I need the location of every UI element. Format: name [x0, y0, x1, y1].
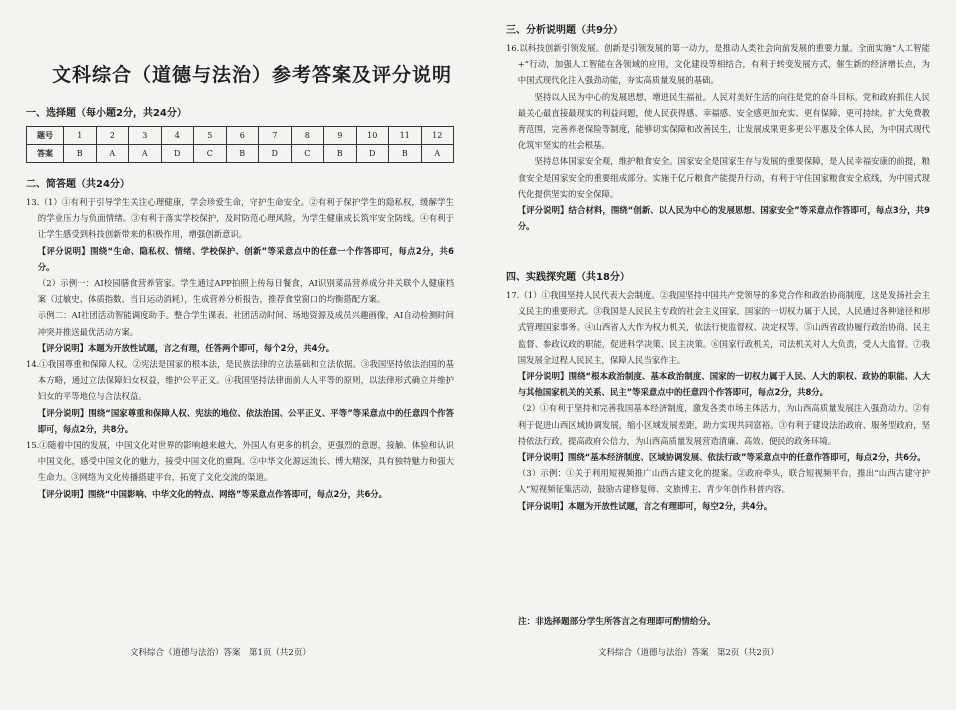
- q16-part-b: 坚持以人民为中心的发展思想，增进民生福祉。人民对美好生活的向往是党的奋斗目标。党和政府抓住人民最关心最直接最现实的利益问题，使人民获得感、幸福感、安全感更加充实、更有保障、更可持续。扩大免费教育范围，完善养老保险等制度，能够切实保障和改善民生，让发展成果更多更公平惠及全体人民，为中国式现代化筑牢坚实的社会根基。: [517, 91, 930, 151]
- table-cell-answer: D: [259, 145, 292, 163]
- table-cell-answer: A: [96, 145, 129, 163]
- table-cell-number: 2: [96, 127, 129, 145]
- table-cell-answer: B: [324, 145, 357, 163]
- q13-note-2: 【评分说明】本题为开放性试题，言之有理，任答两个即可，每个2分，共4分。: [37, 342, 335, 353]
- q17-note-3: 【评分说明】本题为开放性试题，言之有理即可，每空2分，共4分。: [517, 500, 773, 511]
- q13-part1: 13.（1）①有利于引导学生关注心理健康，学会珍爱生命，守护生命安全。②有利于保护学生的隐私权，缓解学生的学业压力与负面情绪。③有利于落实学校保护，及时防范心理风险，为学生健康成长筑牢安全防线。④有利于让学生感受到科技创新带来的积极作用，增强创新意识。: [26, 197, 454, 240]
- q15-note: 【评分说明】围绕“中国影响、中华文化的特点、网络”等采意点作答即可，每点2分，共6分。: [37, 488, 388, 499]
- section-3-heading: 三、分析说明题（共9分）: [506, 25, 623, 36]
- q16-part-a: 16.以科技创新引领发展。创新是引领发展的第一动力，是推动人类社会向前发展的重要力量。全面实施“人工智能+”行动，加强人工智能在各领域的应用，文化建设等相结合，有利于转变发展方式，催生新的经济增长点，为中国式现代化注入强劲动能，夯实高质量发展的基础。: [506, 43, 930, 86]
- section-1-heading: 一、选择题（每小题2分，共24分）: [26, 108, 187, 119]
- page-2-footer: 文科综合（道德与法治）答案 第2页（共2页）: [598, 648, 779, 658]
- q17-note-1: 【评分说明】围绕“根本政治制度、基本政治制度、国家的一切权力属于人民、人大的职权、政协的职能、人大与其他国家机关的关系、民主”等采意点中的任意四个作答即可，每点2分，共8分。: [517, 371, 930, 398]
- table-header-label: 题号: [27, 127, 64, 145]
- section-2-body: [26, 194, 454, 502]
- table-cell-number: 10: [356, 127, 389, 145]
- table-cell-number: 4: [161, 127, 194, 145]
- section-4-heading: 四、实践探究题（共18分）: [506, 272, 630, 283]
- table-cell-answer: B: [389, 145, 422, 163]
- table-cell-answer: B: [64, 145, 97, 163]
- table-row-numbers: [27, 127, 454, 145]
- table-cell-number: 1: [64, 127, 97, 145]
- q17-part3: （3）示例：①关于利用短视频推广山西古建文化的提案。②政府牵头，联合短视频平台，推出“山西古建守护人”短视频征集活动，鼓励古建修复师、文旅博主、青少年创作科普内容。: [517, 468, 930, 495]
- page-1-footer: 文科综合（道德与法治）答案 第1页（共2页）: [130, 648, 311, 658]
- table-cell-number: 3: [129, 127, 162, 145]
- table-cell-answer: A: [129, 145, 162, 163]
- table-cell-answer: A: [421, 145, 454, 163]
- section-2-heading: 二、简答题（共24分）: [26, 179, 130, 190]
- q14-note: 【评分说明】围绕“国家尊重和保障人权、宪法的地位、依法治国、公平正义、平等”等采意点中的任意四个作答即可，每点2分，共8分。: [37, 407, 454, 434]
- table-cell-answer: D: [161, 145, 194, 163]
- page-1: [12, 0, 480, 710]
- table-answer-label: 答案: [27, 145, 64, 163]
- q17-part1: 17.（1）①我国坚持人民代表大会制度。②我国坚持中国共产党领导的多党合作和政治协商制度，这是发扬社会主义民主的重要形式。③我国是人民民主专政的社会主义国家，国家的一切权力属于人民，人民通过各种途径和形式管理国家事务。④山西省人大作为权力机关，依法行使监督权、决定权等。⑤山西省政协履行政治协商、民主监督、参政议政的职能，促进科学决策、民主决策。⑥国家行政机关，司法机关对人大负责，受人大监督。⑦我国发展全过程人民民主，保障人民当家作主。: [506, 290, 930, 365]
- table-cell-number: 8: [291, 127, 324, 145]
- table-cell-answer: C: [291, 145, 324, 163]
- table-cell-answer: D: [356, 145, 389, 163]
- table-cell-number: 12: [421, 127, 454, 145]
- q13-note-1: 【评分说明】围绕“生命、隐私权、情绪、学校保护、创新”等采意点中的任意一个作答即可，每点2分，共6分。: [37, 245, 454, 272]
- table-cell-number: 5: [194, 127, 227, 145]
- table-cell-number: 6: [226, 127, 259, 145]
- q15-answer: 15.①随着中国的发展，中国文化对世界的影响越来越大，外国人有更多的机会，更强烈的意愿，接触、体验和认识中国文化，感受中国文化的魅力，接受中国文化的熏陶。②中华文化源远流长、博大精深，具有独特魅力和强大生命力。③网络为文化传播搭建平台，拓宽了文化交流的渠道。: [26, 440, 454, 483]
- table-cell-number: 9: [324, 127, 357, 145]
- q13-part2: （2）示例一：AI校园膳食营养管家。学生通过APP拍照上传每日餐食，AI识别菜品营养成分并关联个人健康档案（过敏史、体质指数、当日运动消耗），生成营养分析报告，推荐食堂窗口的均衡搭配方案。: [37, 278, 454, 305]
- q17-part2: （2）①有利于坚持和完善我国基本经济制度，激发各类市场主体活力，为山西高质量发展注入强劲动力。②有利于促进山西区域协调发展，缩小区域发展差距，助力实现共同富裕。③有利于建设法治政府、服务型政府，坚持依法行政，提高政府公信力，为山西高质量发展营造清廉、高效、便民的政务环境。: [517, 403, 930, 446]
- q16-note: 【评分说明】结合材料，围绕“创新、以人民为中心的发展思想、国家安全”等采意点作答即可，每点3分，共9分。: [517, 205, 930, 232]
- table-cell-answer: C: [194, 145, 227, 163]
- q17-note-2: 【评分说明】围绕“基本经济制度、区域协调发展、依法行政”等采意点中的任意作答即可，每点2分，共6分。: [517, 452, 926, 463]
- q16-part-c: 坚持总体国家安全观，维护粮食安全。国家安全是国家生存与发展的重要保障，是人民幸福安康的前提，粮食安全是国家安全的重要组成部分。实施千亿斤粮食产能提升行动，有利于守住国家粮食安全底线，为中国式现代化提供坚实的安全保障。: [517, 156, 930, 199]
- table-cell-number: 7: [259, 127, 292, 145]
- table-row-answers: [27, 145, 454, 163]
- section-4-body: [506, 287, 930, 514]
- page-title: 文科综合（道德与法治）参考答案及评分说明: [51, 64, 452, 86]
- section-3-body: [506, 40, 930, 234]
- table-cell-answer: B: [226, 145, 259, 163]
- page-2: [492, 0, 944, 710]
- answer-table: [26, 126, 454, 163]
- q14-answer: 14.①我国尊重和保障人权。②宪法是国家的根本法，是民族法律的立法基础和立法依据。③我国坚持依法治国的基本方略，通过立法保障妇女权益，维护公平正义。④我国坚持法律面前人人平等的原则，以法律形式确立并维护妇女的平等地位与合法权益。: [26, 359, 454, 402]
- table-cell-number: 11: [389, 127, 422, 145]
- q13-part2-example2: 示例二：AI社团活动智能调度助手。整合学生课表、社团活动时间、场地资源及成员兴趣画像，AI自动检测时间冲突并推送最优活动方案。: [37, 310, 454, 337]
- grading-note: 注：非选择题部分学生所答言之有理即可酌情给分。: [518, 617, 716, 627]
